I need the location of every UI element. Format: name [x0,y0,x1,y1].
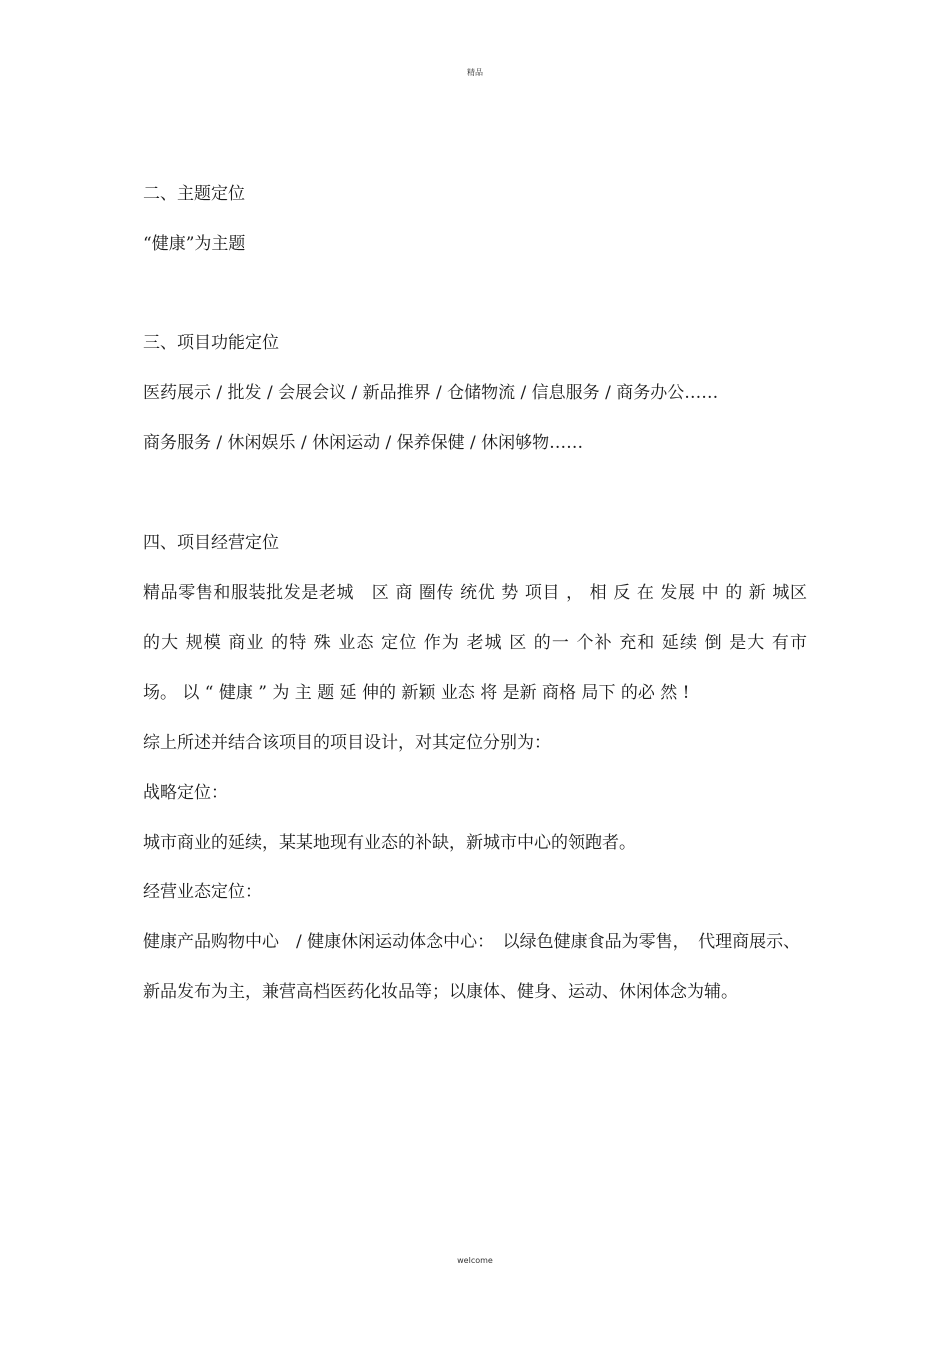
operation-paragraph-line-1: 精品零售和服装批发是老城 区 商 圈传 统优 势 项目 ， 相 反 在 发展 中 的 新 城区 [143,583,807,603]
strategy-heading: 战略定位： [143,783,228,803]
format-line-2: 新品发布为主，兼营高档医药化妆品等；以康体、健身、运动、休闲体念为辅。 [143,982,738,1002]
strategy-text: 城市商业的延续，某某地现有业态的补缺，新城市中心的领跑者。 [143,833,636,853]
summary-text: 综上所述并结合该项目的项目设计，对其定位分别为： [143,733,551,753]
function-line-2: 商务服务 / 休闲娱乐 / 休闲运动 / 保养保健 / 休闲够物…… [143,433,584,453]
page-footer: welcome [457,1256,493,1265]
theme-heading: 二、主题定位 [143,184,245,204]
theme-text: “健康”为主题 [143,234,246,254]
format-line-1: 健康产品购物中心 / 健康休闲运动体念中心： 以绿色健康食品为零售， 代理商展示、 [143,932,801,952]
function-line-1: 医药展示 / 批发 / 会展会议 / 新品推界 / 仓储物流 / 信息服务 / 商务办公…… [143,383,719,403]
operation-paragraph-line-3: 场。 以 “ 健康 ” 为 主 题 延 伸的 新颖 业态 将 是新 商格 局下 的必 然 ! [143,683,690,703]
page-header: 精品 [467,68,483,77]
format-heading: 经营业态定位： [143,882,262,902]
operation-paragraph-line-2: 的大 规模 商业 的特 殊 业态 定位 作为 老城 区 的一 个补 充和 延续 倒 是大 有市 [143,633,807,653]
function-heading: 三、项目功能定位 [143,333,279,353]
operation-heading: 四、项目经营定位 [143,533,279,553]
